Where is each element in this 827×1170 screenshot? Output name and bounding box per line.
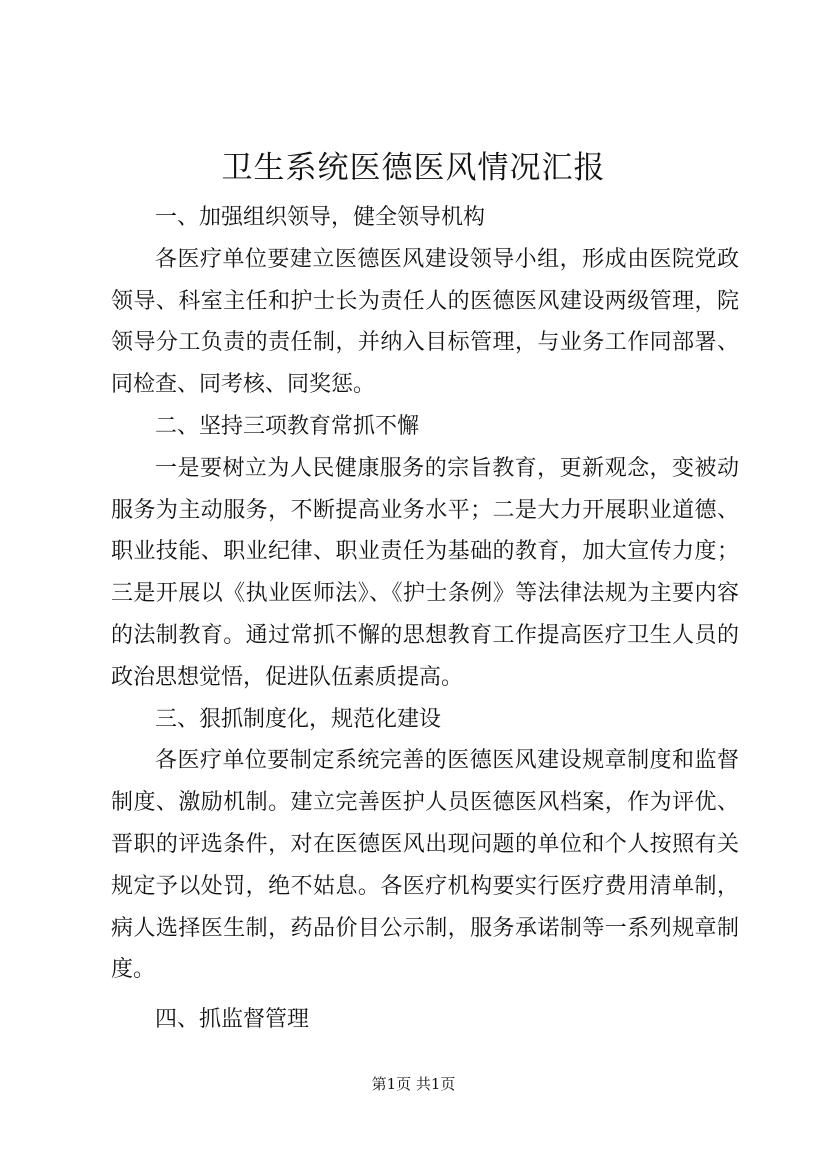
section-paragraph: 各医疗单位要制定系统完善的医德医风建设规章制度和监督制度、激励机制。建立完善医护人员医德医风档案，作为评优、晋职的评选条件，对在医德医风出现问题的单位和个人按照有关规定予以处罚，绝不姑息。各医疗机构要实行医疗费用清单制，病人选择医生制，药品价目公示制，服务承诺制等一系列规章制度。 (111, 748, 739, 983)
section-heading: 一、加强组织领导，健全领导机构 (155, 205, 486, 230)
page-footer: 第1页 共1页 (371, 1075, 456, 1093)
document-body (111, 197, 739, 1041)
section-spacer (111, 991, 739, 999)
section-paragraph: 一是要树立为人民健康服务的宗旨教育，更新观念，变被动服务为主动服务，不断提高业务水平；二是大力开展职业道德、职业技能、职业纪律、职业责任为基础的教育，加大宣传力度；三是开展以《执业医师法》、《护士条例》等法律法规为主要内容的法制教育。通过常抓不懈的思想教育工作提高医疗卫生人员的政治思想觉悟，促进队伍素质提高。 (111, 455, 739, 690)
section-paragraph: 各医疗单位要建立医德医风建设领导小组，形成由医院党政领导、科室主任和护士长为责任人的医德医风建设两级管理，院领导分工负责的责任制，并纳入目标管理，与业务工作同部署、同检查、同考核、同奖惩。 (111, 246, 739, 398)
section-heading: 三、狠抓制度化，规范化建设 (155, 706, 442, 732)
document-title: 卫生系统医德医风情况汇报 (221, 150, 606, 186)
section-heading: 二、坚持三项教育常抓不懈 (155, 413, 420, 439)
section-heading: 四、抓监督管理 (155, 1007, 310, 1033)
